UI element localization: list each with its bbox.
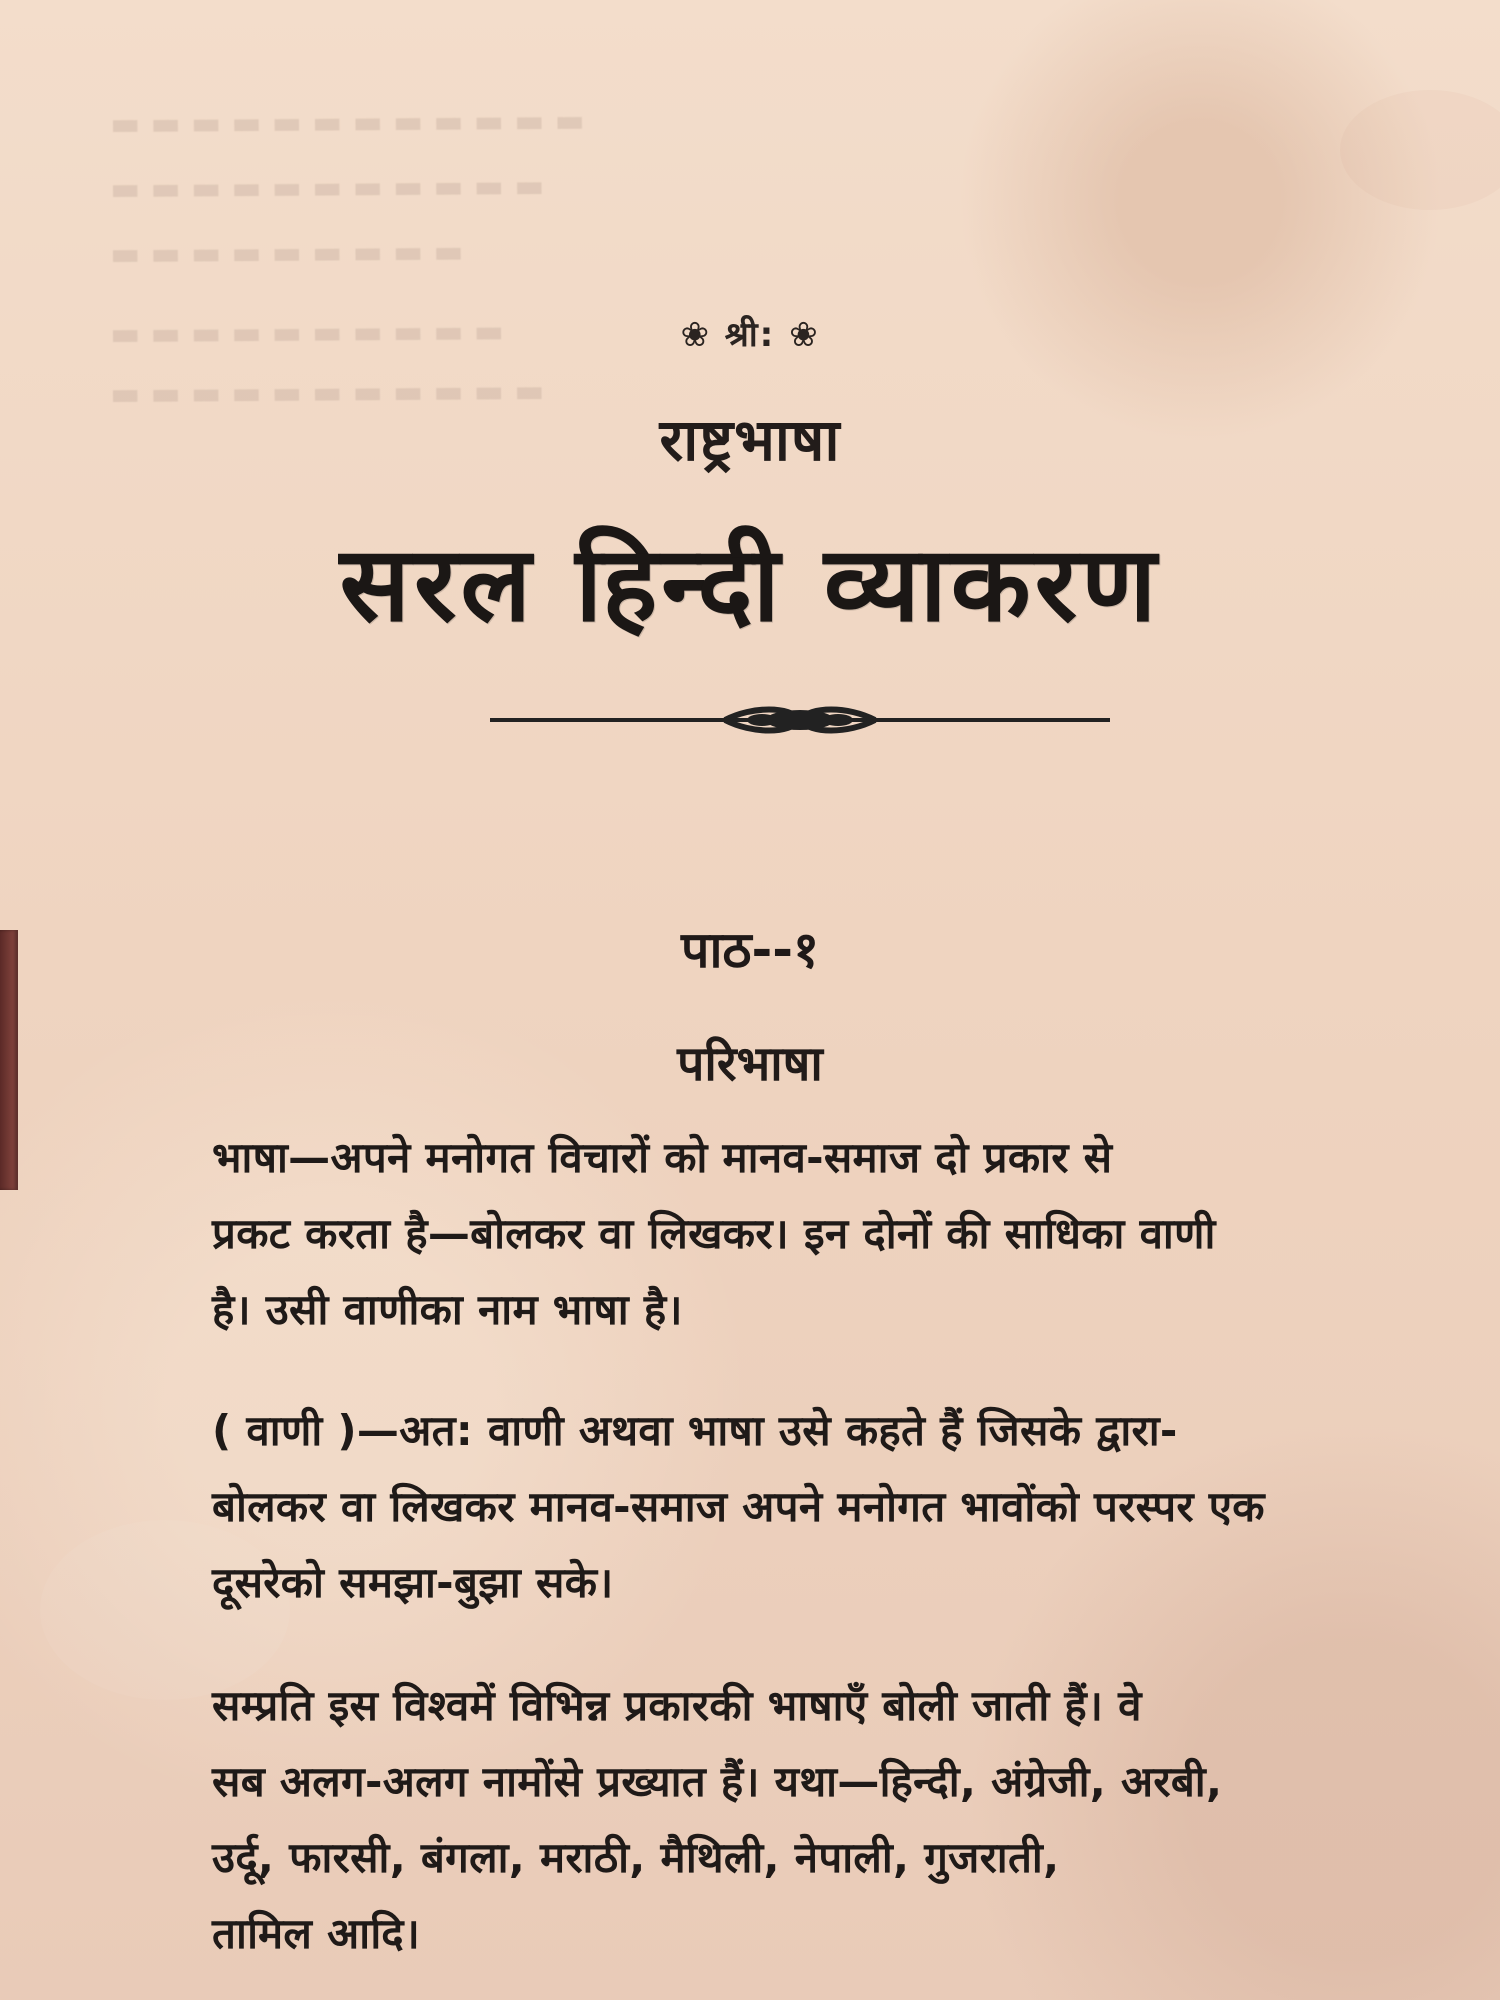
bleed-through-line: ▬ ▬ ▬ ▬ ▬ ▬ ▬ ▬ ▬ ▬ ▬ (109, 166, 545, 208)
paragraph-line: बोलकर वा लिखकर मानव-समाज अपने मनोगत भावोंको परस्पर एक (212, 1482, 1265, 1531)
definition-paragraph-2 (126, 1393, 1436, 1621)
definition-paragraph-3 (126, 1668, 1436, 1972)
paragraph-line: तामिल आदि। (212, 1909, 421, 1958)
paragraph-line: प्रकट करता है—बोलकर वा लिखकर। इन दोनों की साधिका वाणी (212, 1209, 1216, 1258)
series-title: राष्ट्रभाषा (659, 406, 841, 474)
paragraph-line: उर्दू, फारसी, बंगला, मराठी, मैथिली, नेपाली, गुजराती, (212, 1833, 1060, 1882)
book-title: सरल हिन्दी व्याकरण (339, 523, 1161, 645)
ornamental-divider-icon (490, 700, 1110, 740)
bleed-through-line: ▬ ▬ ▬ ▬ ▬ ▬ ▬ ▬ ▬ ▬ (109, 311, 505, 353)
lesson-title: परिभाषा (677, 1036, 823, 1092)
paragraph-line: दूसरेको समझा-बुझा सके। (212, 1558, 614, 1607)
lesson-number: पाठ--१ (681, 921, 819, 979)
invocation-heading: ❀ श्री: ❀ (680, 315, 820, 355)
bleed-through-line: ▬ ▬ ▬ ▬ ▬ ▬ ▬ ▬ ▬ ▬ ▬ (109, 371, 545, 413)
paragraph-line: ( वाणी )—अत: वाणी अथवा भाषा उसे कहते हैं जिसके द्वारा- (212, 1406, 1178, 1455)
paragraph-line: सब अलग-अलग नामोंसे प्रख्यात हैं। यथा—हिन्दी, अंग्रेजी, अरबी, (212, 1757, 1223, 1806)
bleed-through-line: ▬ ▬ ▬ ▬ ▬ ▬ ▬ ▬ ▬ (109, 232, 464, 273)
bleed-through-line: ▬ ▬ ▬ ▬ ▬ ▬ ▬ ▬ ▬ ▬ ▬ ▬ (109, 101, 585, 143)
paragraph-line: भाषा—अपने मनोगत विचारों को मानव-समाज दो प्रकार से (212, 1133, 1113, 1182)
paragraph-line: सम्प्रति इस विश्वमें विभिन्न प्रकारकी भाषाएँ बोली जाती हैं। वे (212, 1681, 1142, 1730)
ornamental-divider (490, 700, 1110, 740)
paragraph-line: है। उसी वाणीका नाम भाषा है। (212, 1285, 683, 1334)
definition-paragraph-1 (126, 1120, 1436, 1348)
